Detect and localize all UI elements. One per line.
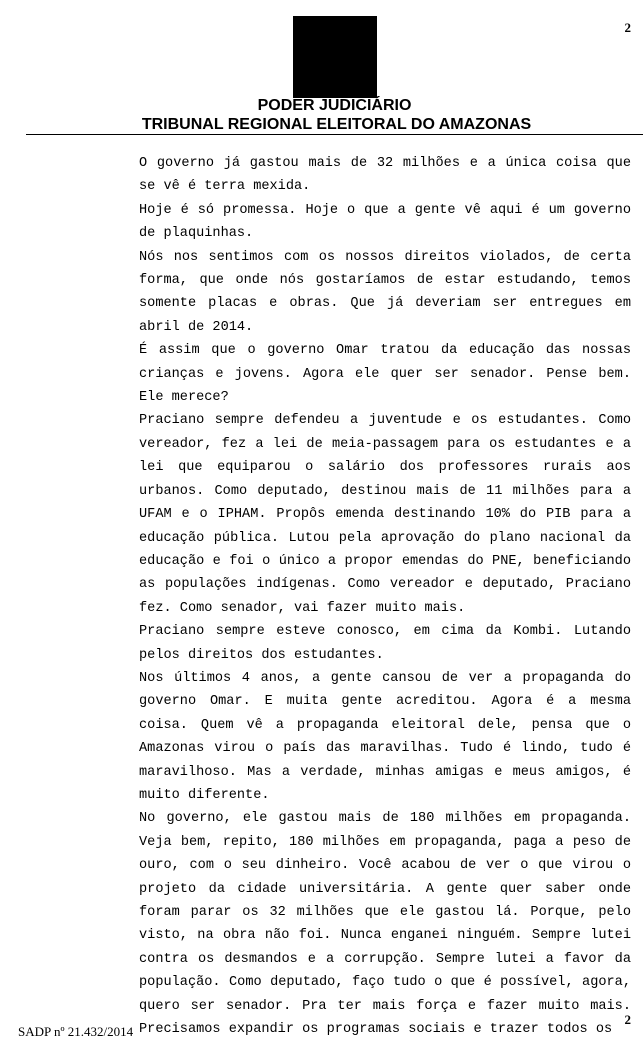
document-header — [0, 96, 643, 134]
body-paragraph: É assim que o governo Omar tratou da educação das nossas crianças e jovens. Agora ele quer ser senador. Pense bem. Ele merece? — [139, 343, 631, 406]
process-number: SADP nº 21.432/2014 — [18, 1024, 134, 1039]
page-number-top: 2 — [624, 20, 631, 35]
document-body — [139, 152, 631, 1041]
body-paragraph: No governo, ele gastou mais de 180 milhões em propaganda. Veja bem, repito, 180 milhões em propaganda, paga a peso de ouro, com o seu dinheiro. Você acabou de ver o que virou o projeto da cidade universitária. A gente quer saber onde foram parar os 32 milhões que ele gastou lá. Porque, pelo visto, na obra não foi. Nunca enganei ninguém. Sempre lutei contra os desmandos e a corrupção. Sempre lutei a favor da população. Como deputado, faço tudo o que é possível, agora, quero ser senador. Pra ter mais força e fazer muito mais. Precisamos expandir os programas sociais e trazer todos os — [139, 811, 631, 1038]
body-paragraph: Hoje é só promessa. Hoje o que a gente vê aqui é um governo de plaquinhas. — [139, 202, 631, 242]
redacted-emblem — [293, 16, 377, 98]
body-paragraph: Praciano sempre defendeu a juventude e os estudantes. Como vereador, fez a lei de meia-passagem para os estudantes e a lei que equiparou o salário dos professores rurais aos urbanos. Como deputado, destinou mais de 11 milhões para a UFAM e o IPHAM. Propôs emenda destinando 10% do PIB para a educação pública. Lutou pela aprovação do plano nacional da educação e foi o único a propor emendas do PNE, beneficiando as populações indígenas. Como vereador e deputado, Praciano fez. Como senador, vai fazer muito mais. — [139, 413, 631, 616]
page-number-bottom: 2 — [624, 1012, 631, 1027]
body-paragraph: Praciano sempre esteve conosco, em cima da Kombi. Lutando pelos direitos dos estudantes. — [139, 624, 631, 663]
header-divider — [26, 134, 643, 135]
body-paragraph: Nós nos sentimos com os nossos direitos violados, de certa forma, que onde nós gostaríamos de estar estudando, temos somente placas e obras. Que já deveriam ser entregues em abril de 2014. — [139, 249, 631, 335]
header-line-1: PODER JUDICIÁRIO — [257, 97, 412, 114]
body-paragraph: Nos últimos 4 anos, a gente cansou de ver a propaganda do governo Omar. E muita gente acreditou. Agora é a mesma coisa. Quem vê a propaganda eleitoral dele, pensa que o Amazonas virou o país das maravilhas. Tudo é lindo, tudo é maravilhoso. Mas a verdade, minhas amigas e meus amigos, é muito diferente. — [139, 670, 631, 803]
body-paragraph: O governo já gastou mais de 32 milhões e a única coisa que se vê é terra mexida. — [139, 156, 631, 195]
header-line-2: TRIBUNAL REGIONAL ELEITORAL DO AMAZONAS — [141, 116, 532, 133]
